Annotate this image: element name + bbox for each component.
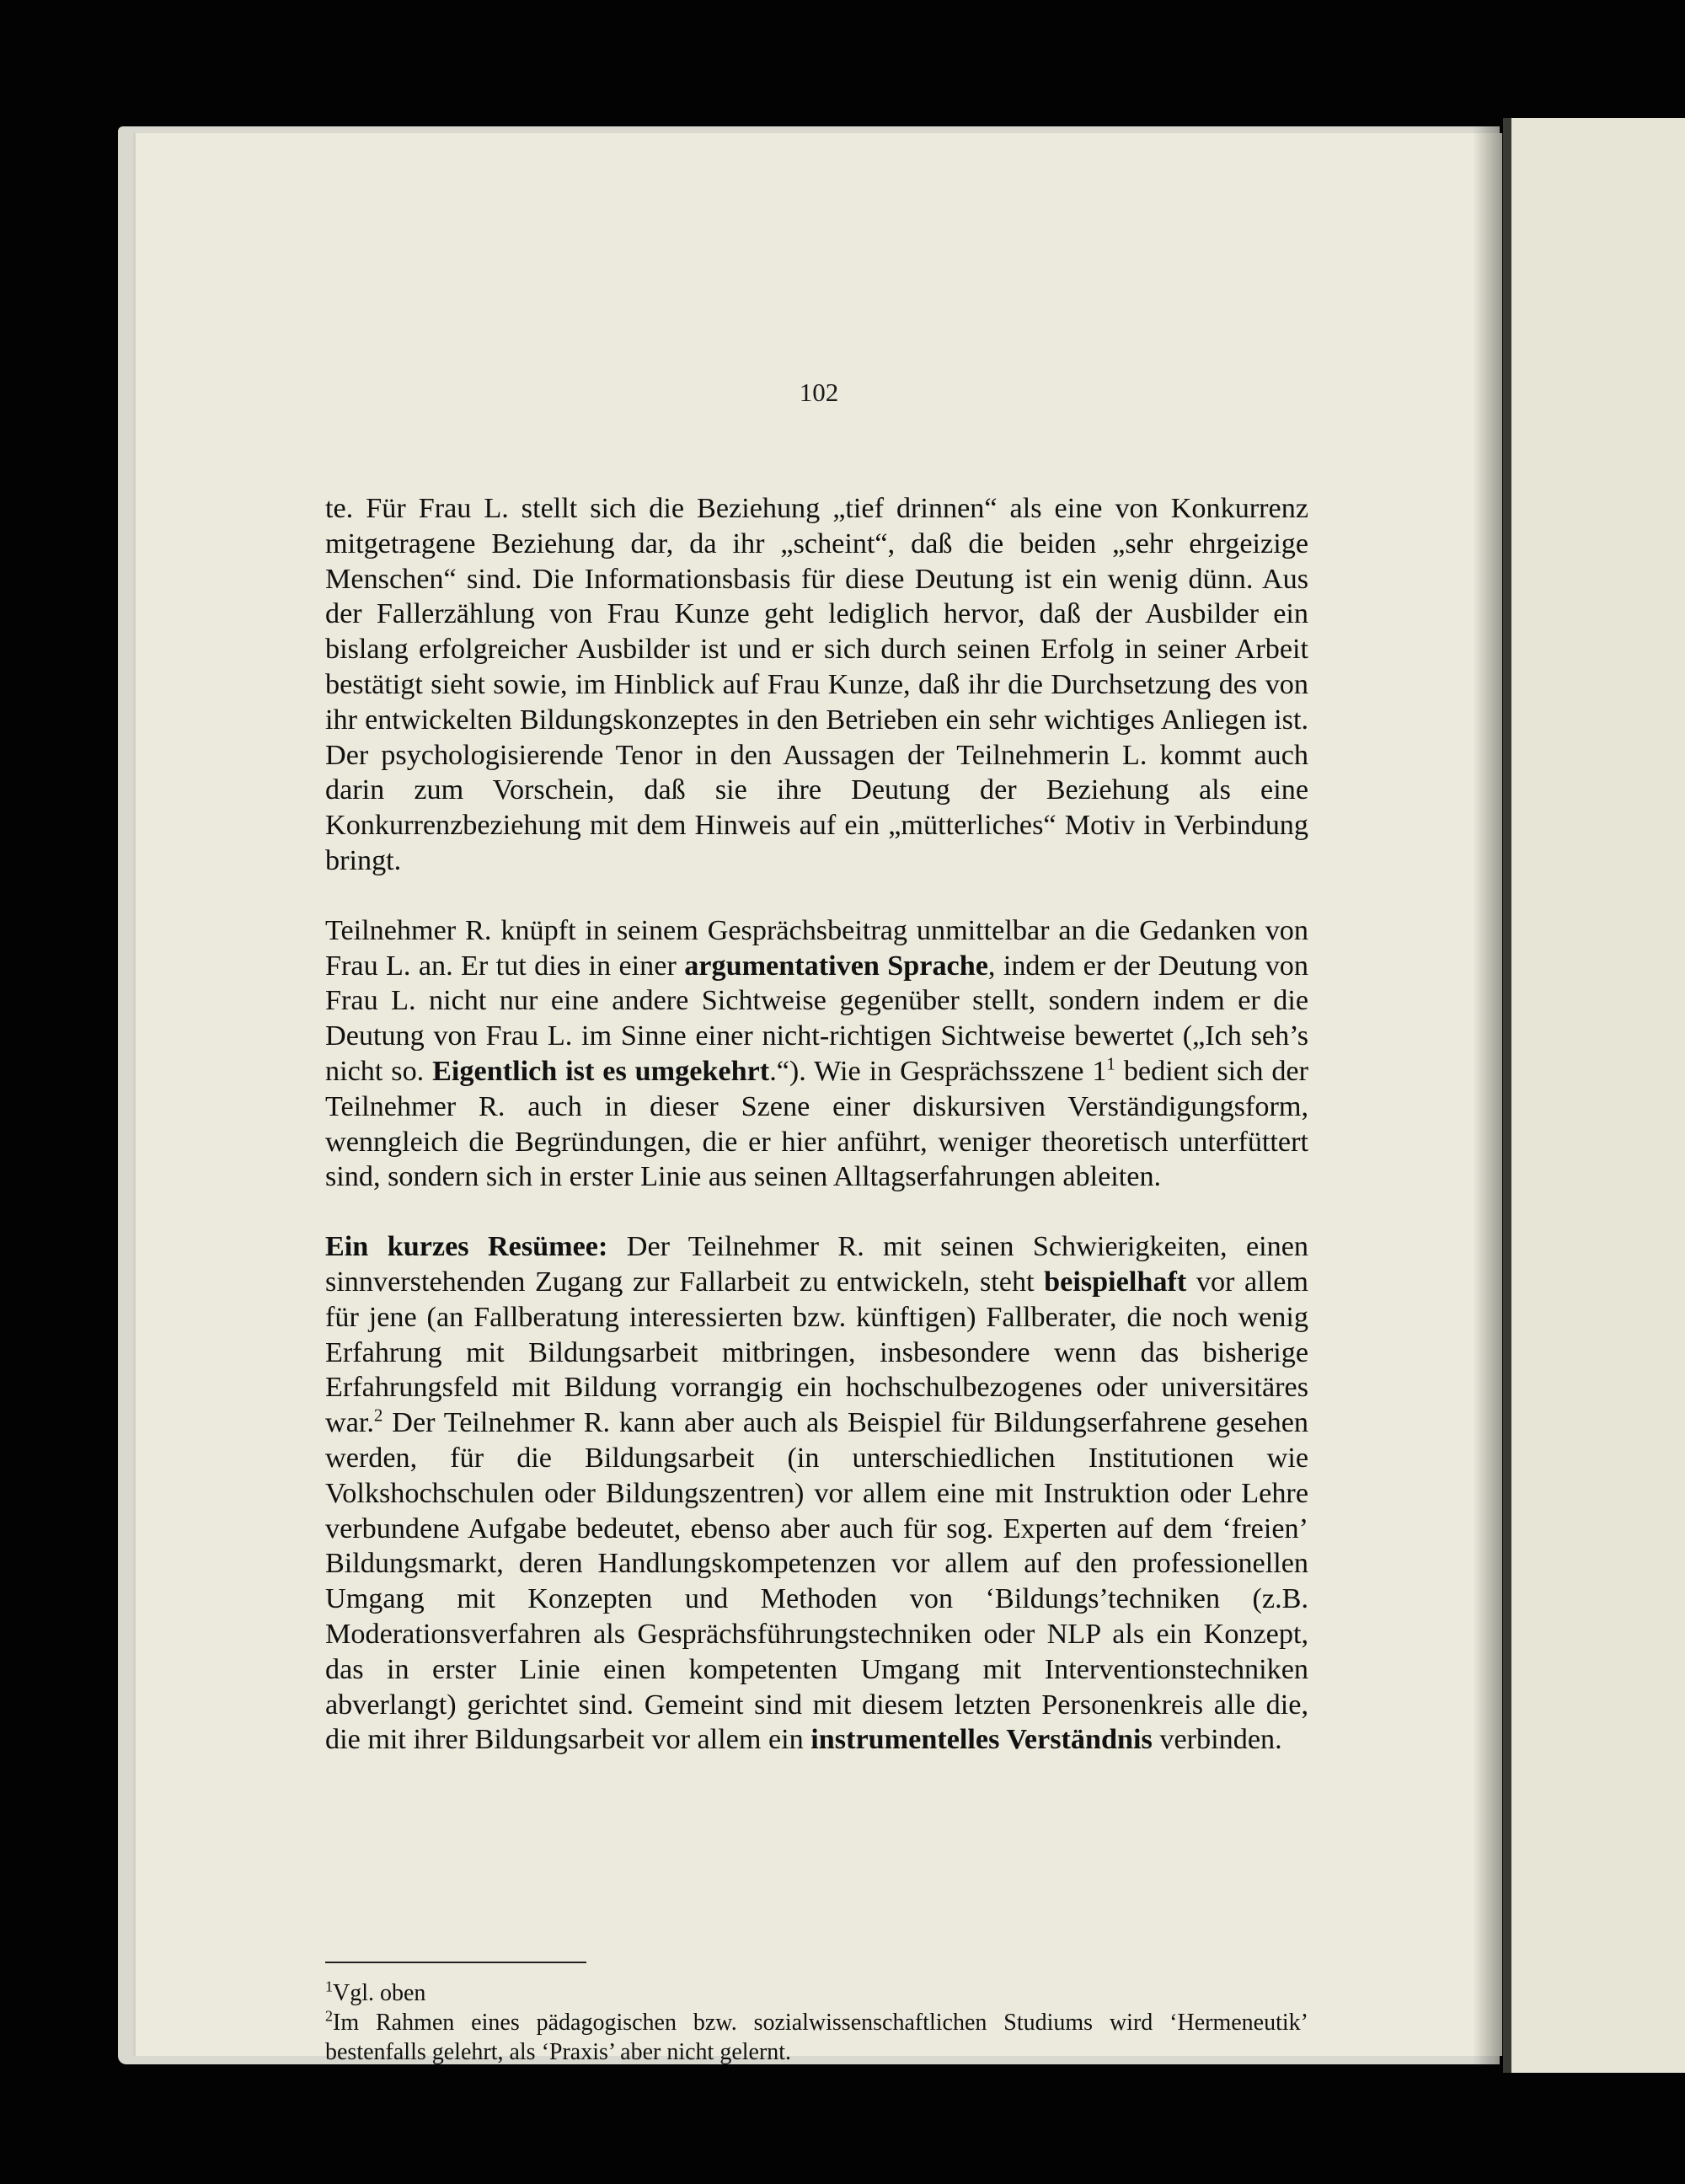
text-segment: Der Teilnehmer R. kann aber auch als Beispiel für Bildungserfahrene gesehen werden, für die Bildungsarbeit (in unterschiedlichen Institutionen wie Volkshochschulen oder Bildungszentren) vor allem eine mit Instruktion oder Lehre verbundene Aufgabe bedeutet, ebenso aber auch für sog. Experten auf dem ‘freien’ Bildungsmarkt, deren Handlungskompetenzen vor allem auf den professionellen Umgang mit Konzepten und Methoden von ‘Bildungs’techniken (z.B. Moderationsverfahren als Gesprächsführungstechniken oder NLP als ein Konzept, das in erster Linie einen kompetenten Umgang mit Interventionstechniken abverlangt) gerichtet sind. Gemeint sind mit diesem letzten Personenkreis alle die, die mit ihrer Bildungsarbeit vor allem ein <box>325 1407 1308 1756</box>
footnote-text: Vgl. oben <box>333 1980 426 2006</box>
text-segment: .“). Wie in Gesprächsszene 1 <box>769 1055 1107 1087</box>
footnotes <box>325 1978 1308 2067</box>
footnote-2 <box>325 2008 1308 2067</box>
text-segment: bedient sich der Teilnehmer R. auch in dieser Szene einer diskursiven Verständigungsform, wenngleich die Begründungen, die er hier anführt, weniger theoretisch unterfüttert sind, sondern sich in erster Linie aus seinen Alltagserfahrungen ableiten. <box>325 1055 1308 1193</box>
text-segment: Teilnehmer R. knüpft in seinem Gesprächsbeitrag unmittelbar an die Gedanken von Frau L. an. Er tut dies in einer <box>325 914 1308 982</box>
emphasis-beispielhaft: beispielhaft <box>1044 1266 1187 1298</box>
emphasis-eigentlich-umgekehrt: Eigentlich ist es umgekehrt <box>432 1055 770 1087</box>
book-page <box>133 133 1502 2065</box>
footnote-mark: 1 <box>325 1978 333 1995</box>
text-segment: , indem er der Deutung von Frau L. nicht nur eine andere Sichtweise gegenüber stellt, sondern indem er die Deutung von Frau L. im Sinne einer nicht-richtigen Sichtweise bewertet („Ich seh’s nicht so. <box>325 950 1308 1087</box>
footnote-ref-1[interactable]: 1 <box>1106 1053 1115 1074</box>
text-segment: verbinden. <box>1152 1724 1282 1756</box>
section-lead-resuemee: Ein kurzes Resümee: <box>325 1231 608 1263</box>
emphasis-argumentative-sprache: argumentativen Sprache <box>684 950 988 982</box>
body-text <box>325 491 1308 1792</box>
paragraph-3 <box>325 1229 1308 1758</box>
page-shadow <box>1473 126 1503 2064</box>
footnote-text: Im Rahmen eines pädagogischen bzw. sozialwissenschaftlichen Studiums wird ‘Hermeneutik’ bestenfalls gelehrt, als ‘Praxis’ aber nicht gelernt. <box>325 2010 1308 2065</box>
footnote-divider <box>325 1962 586 1963</box>
paragraph-2 <box>325 913 1308 1195</box>
next-page-edge <box>1503 118 1685 2073</box>
emphasis-instrumentelles-verstaendnis: instrumentelles Verständnis <box>810 1724 1153 1756</box>
text-segment: te. Für Frau L. stellt sich die Beziehung „tief drinnen“ als eine von Konkurrenz mitgetragene Beziehung dar, da ihr „scheint“, daß die beiden „sehr ehrgeizige Menschen“ sind. Die Informationsbasis für diese Deutung ist ein wenig dünn. Aus der Fallerzählung von Frau Kunze geht lediglich hervor, daß der Ausbilder ein bislang erfolgreicher Ausbilder ist und er sich durch seinen Erfolg in seiner Arbeit bestätigt sieht sowie, im Hinblick auf Frau Kunze, daß ihr die Durchsetzung des von ihr entwickelten Bildungskonzeptes in den Betrieben ein sehr wichtiges Anliegen ist. Der psychologisierende Tenor in den Aussagen der Teilnehmerin L. kommt auch darin zum Vorschein, daß sie ihre Deutung der Beziehung als eine Konkurrenzbeziehung mit dem Hinweis auf ein „mütterliches“ Motiv in Verbindung bringt. <box>325 493 1308 876</box>
text-segment: vor allem für jene (an Fallberatung interessierten bzw. künftigen) Fallberater, die noch wenig Erfahrung mit Bildungsarbeit mitbringen, insbesondere wenn das bisherige Erfahrungsfeld mit Bildung vorrangig ein hochschulbezogenes oder universitäres war. <box>325 1266 1308 1439</box>
footnote-1 <box>325 1978 1308 2008</box>
text-segment: Der Teilnehmer R. mit seinen Schwierigkeiten, einen sinnverstehenden Zugang zur Fallarbeit zu entwickeln, steht <box>325 1231 1309 1298</box>
paragraph-1 <box>325 491 1308 879</box>
book-gutter <box>1503 118 1511 2073</box>
page-number: 102 <box>799 377 839 407</box>
footnote-mark: 2 <box>325 2007 333 2025</box>
footnote-ref-2[interactable]: 2 <box>373 1405 383 1426</box>
